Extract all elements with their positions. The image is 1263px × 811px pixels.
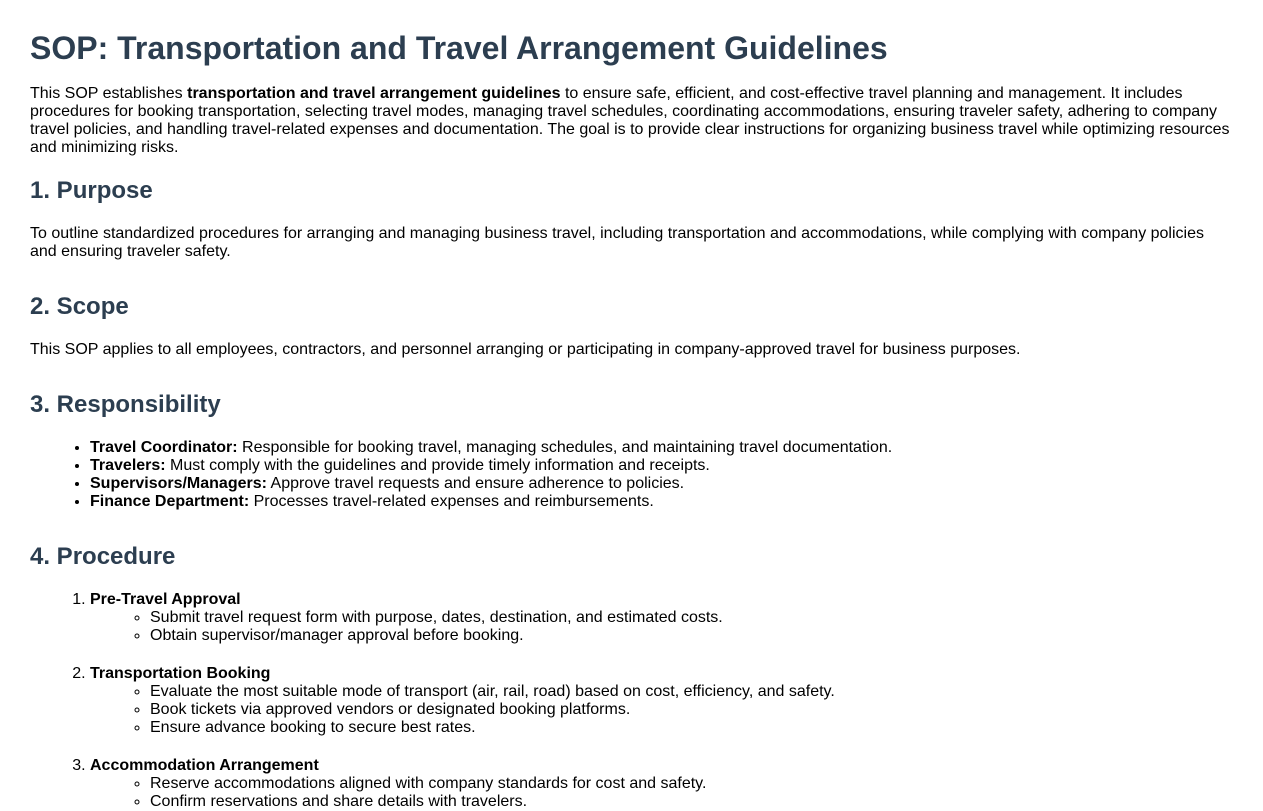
step-title: Transportation Booking — [90, 665, 271, 682]
list-item — [90, 475, 1233, 493]
list-item: ◦ Submit travel request form with purpose, dates, destination, and estimated costs. — [150, 609, 1233, 627]
list-item: ◦ Confirm reservations and share details with travelers. — [150, 793, 1233, 811]
scope-text: This SOP applies to all employees, contractors, and personnel arranging or participating in company-approved travel for business purposes. — [30, 341, 1021, 358]
list-item — [90, 493, 1233, 511]
step-items — [90, 775, 1233, 811]
page-title: SOP: Transportation and Travel Arrangement Guidelines — [30, 30, 888, 66]
step-title: Pre-Travel Approval — [90, 591, 241, 608]
role-label: Supervisors/Managers: — [90, 475, 267, 492]
procedure-step — [90, 665, 1233, 737]
role-label: Travel Coordinator: — [90, 439, 238, 456]
procedure-list — [30, 591, 1233, 811]
list-item: ◦ Reserve accommodations aligned with company standards for cost and safety. — [150, 775, 1233, 793]
responsibility-list — [30, 439, 1233, 511]
intro-paragraph — [30, 85, 1233, 157]
list-item: ◦ Evaluate the most suitable mode of transport (air, rail, road) based on cost, efficiency, and safety. — [150, 683, 1233, 701]
procedure-step — [90, 591, 1233, 645]
role-text: Processes travel-related expenses and reimbursements. — [249, 493, 654, 510]
intro-suffix: to ensure safe, efficient, and cost-effective travel planning and management. It includes procedures for booking transportation, selecting travel modes, managing travel schedules, coordinating accommodations, ensuring traveler safety, adhering to company travel policies, and handling travel-related expenses and documentation. The goal is to provide clear instructions for organizing business travel while optimizing resources and minimizing risks. — [30, 85, 1230, 156]
role-text: Approve travel requests and ensure adherence to policies. — [266, 475, 685, 492]
role-text: Must comply with the guidelines and provide timely information and receipts. — [165, 457, 710, 474]
list-item: ◦ Book tickets via approved vendors or designated booking platforms. — [150, 701, 1233, 719]
list-item — [90, 439, 1233, 457]
role-label: Travelers: — [90, 457, 166, 474]
purpose-heading: 1. Purpose — [30, 177, 153, 204]
step-items — [90, 609, 1233, 645]
list-item: ◦ Ensure advance booking to secure best rates. — [150, 719, 1233, 737]
list-item: ◦ Obtain supervisor/manager approval before booking. — [150, 627, 1233, 645]
intro-prefix: This SOP establishes — [30, 85, 188, 102]
step-title: Accommodation Arrangement — [90, 757, 319, 774]
scope-heading: 2. Scope — [30, 293, 129, 320]
role-text: Responsible for booking travel, managing schedules, and maintaining travel documentation. — [237, 439, 893, 456]
procedure-step — [90, 757, 1233, 811]
purpose-text: To outline standardized procedures for arranging and managing business travel, including transportation and accommodations, while complying with company policies and ensuring traveler safety. — [30, 225, 1204, 260]
role-label: Finance Department: — [90, 493, 250, 510]
intro-bold: transportation and travel arrangement guidelines — [187, 85, 561, 102]
responsibility-heading: 3. Responsibility — [30, 391, 221, 418]
list-item — [90, 457, 1233, 475]
procedure-heading: 4. Procedure — [30, 543, 176, 570]
step-items — [90, 683, 1233, 737]
